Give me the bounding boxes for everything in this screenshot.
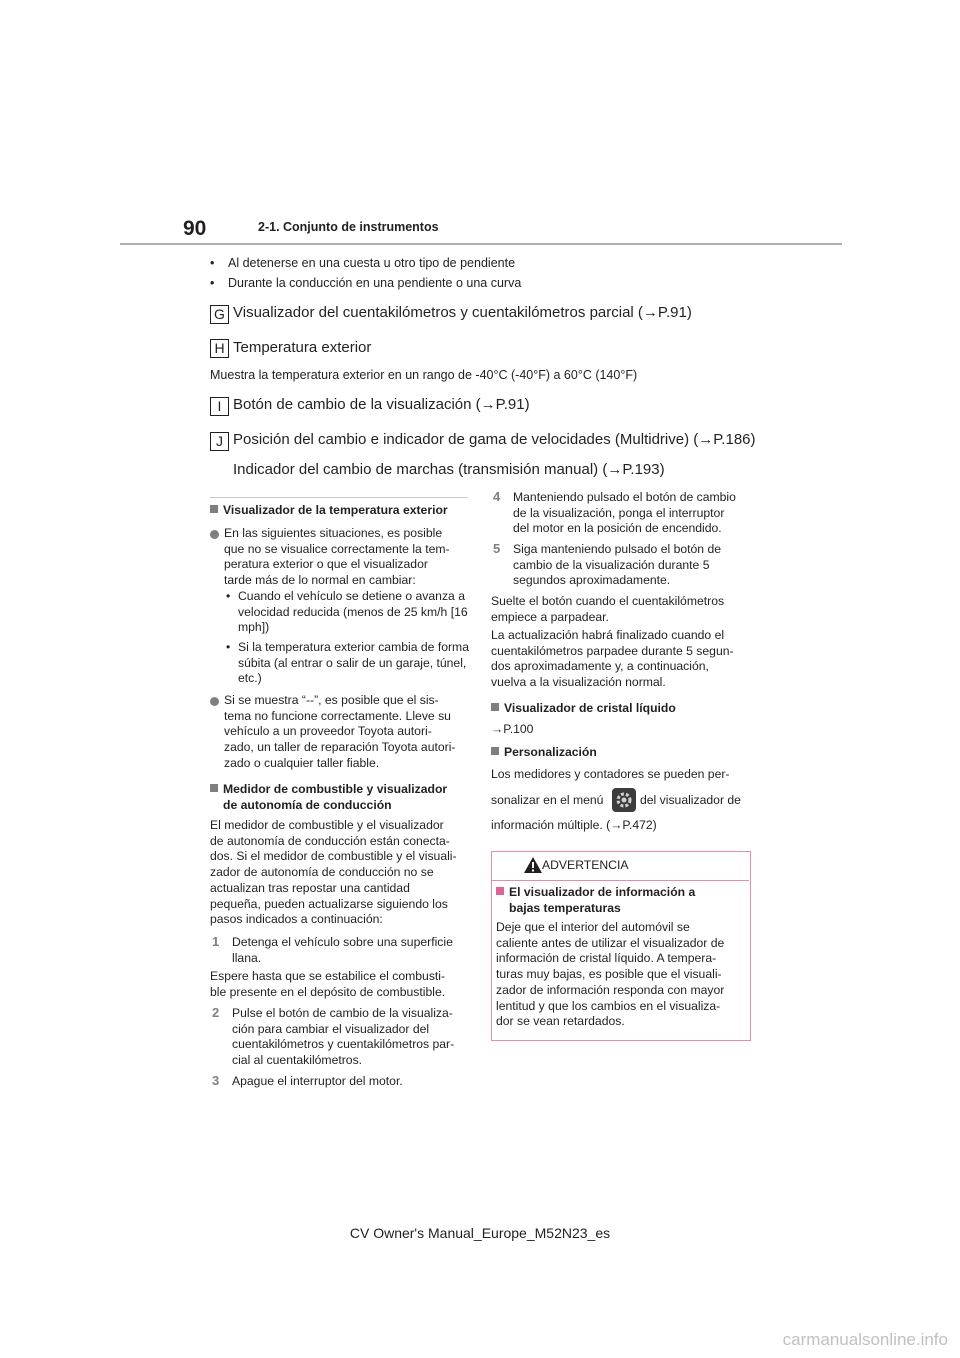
warning-header — [492, 852, 749, 881]
warning-subheading: El visualizador de información a bajas temperaturas — [496, 885, 695, 916]
gear-icon — [612, 788, 636, 812]
key-letter-h: H — [210, 339, 229, 358]
item-i-text: Botón de cambio de la visualización (→P.91) — [233, 396, 530, 413]
temp-bullet-1: Cuando el vehículo se detiene o avanza a velocidad reducida (menos de 25 km/h [16 mph]) — [238, 589, 468, 635]
temp-heading: Visualizador de la temperatura exterior — [210, 503, 448, 519]
warning-text: Deje que el interior del automóvil se caliente antes de utilizar el visualizador de información de cristal líquido. A tempera- turas muy bajas, es posible que el visuali- zador de información responda con mayor lentitud y que los cambios en el visualiza- dor se vean retardados. — [496, 920, 725, 1029]
list-item: • Al detenerse en una cuesta u otro tipo de pendiente — [228, 256, 515, 270]
step-4-text: Manteniendo pulsado el botón de cambio de la visualización, ponga el interruptor del motor en la posición de encendido. — [513, 490, 736, 536]
step-number: 4 — [493, 489, 501, 504]
lcd-reference: →P.100 — [491, 722, 534, 736]
step-number: 1 — [212, 934, 220, 949]
key-letter-j: J — [210, 432, 229, 451]
step-2-text: Pulse el botón de cambio de la visualiza- ción para cambiar el visualizador del cuentakilómetros y cuentakilómetros par- cial al cuentakilómetros. — [232, 1006, 455, 1068]
item-h-description: Muestra la temperatura exterior en un rango de -40°C (-40°F) a 60°C (140°F) — [210, 368, 638, 382]
section-divider — [210, 497, 468, 498]
square-bullet-icon — [210, 505, 218, 513]
item-j-text-2: Indicador del cambio de marchas (transmisión manual) (→P.193) — [233, 461, 665, 478]
lcd-heading: Visualizador de cristal líquido — [491, 701, 676, 717]
list-item: • Durante la conducción en una pendiente o una curva — [228, 276, 521, 290]
key-letter-g: G — [210, 305, 229, 324]
step-3-text: Apague el interruptor del motor. — [232, 1074, 403, 1088]
custom-line-3: información múltiple. (→P.472) — [491, 818, 657, 832]
list-item: • — [226, 640, 231, 654]
warning-triangle-icon — [523, 856, 543, 874]
circle-bullet-icon — [210, 697, 219, 706]
watermark: carmanualsonline.info — [782, 1330, 948, 1349]
list-item: • — [226, 589, 231, 603]
temp-bullet-2: Si la temperatura exterior cambia de forma súbita (al entrar o salir de un garaje, túnel, etc.) — [238, 640, 469, 686]
step-number: 2 — [212, 1005, 220, 1020]
item-g-text: Visualizador del cuentakilómetros y cuentakilómetros parcial (→P.91) — [233, 304, 692, 321]
footer-text: CV Owner's Manual_Europe_M52N23_es — [349, 1225, 611, 1241]
square-bullet-icon — [496, 887, 504, 895]
key-letter-i: I — [210, 397, 229, 416]
update-paragraph: La actualización habrá finalizado cuando el cuentakilómetros parpadee durante 5 segun- dos aproximadamente y, a continuación, vuelva a la visualización normal. — [491, 628, 734, 690]
temp-paragraph-2: Si se muestra “--”, es posible que el sis- tema no funcione correctamente. Lleve su vehículo a un proveedor Toyota autori- zado, un taller de reparación Toyota autori- zado o cualquier taller fiable. — [224, 693, 456, 770]
square-bullet-icon — [491, 747, 499, 755]
fuel-paragraph: El medidor de combustible y el visualizador de autonomía de conducción están conecta- dos. Si el medidor de combustible y el visuali- zador de autonomía de conducción no se actualizan tras repostar una cantidad pequeña, pueden actualizarse siguiendo los pasos indicados a continuación: — [210, 818, 457, 927]
section-title: 2-1. Conjunto de instrumentos — [258, 220, 439, 234]
custom-line-1: Los medidores y contadores se pueden per- — [491, 767, 730, 781]
header-divider — [120, 243, 842, 245]
release-paragraph: Suelte el botón cuando el cuentakilómetros empiece a parpadear. — [491, 594, 725, 624]
warning-title: ADVERTENCIA — [542, 858, 629, 872]
square-bullet-icon — [491, 703, 499, 711]
step-1-text: Detenga el vehículo sobre una superficie llana. — [232, 935, 453, 965]
square-bullet-icon — [210, 784, 218, 792]
fuel-heading: Medidor de combustible y visualizador de autonomía de conducción — [210, 782, 447, 813]
wait-paragraph: Espere hasta que se estabilice el combusti- ble presente en el depósito de combustible. — [210, 969, 446, 999]
custom-line-2b: del visualizador de — [640, 793, 741, 807]
item-h-text: Temperatura exterior — [233, 339, 372, 356]
step-number: 3 — [212, 1073, 220, 1088]
custom-line-2a: sonalizar en el menú — [491, 793, 604, 807]
temp-paragraph-1: En las siguientes situaciones, es posible que no se visualice correctamente la tem- peratura exterior o que el visualizador tarde más de lo normal en cambiar: — [224, 526, 450, 588]
circle-bullet-icon — [210, 530, 219, 539]
custom-heading: Personalización — [491, 745, 597, 761]
page-number: 90 — [183, 217, 207, 240]
step-number: 5 — [493, 541, 501, 556]
item-j-text: Posición del cambio e indicador de gama de velocidades (Multidrive) (→P.186) — [233, 431, 756, 448]
step-5-text: Siga manteniendo pulsado el botón de cambio de la visualización durante 5 segundos aproximadamente. — [513, 542, 722, 588]
